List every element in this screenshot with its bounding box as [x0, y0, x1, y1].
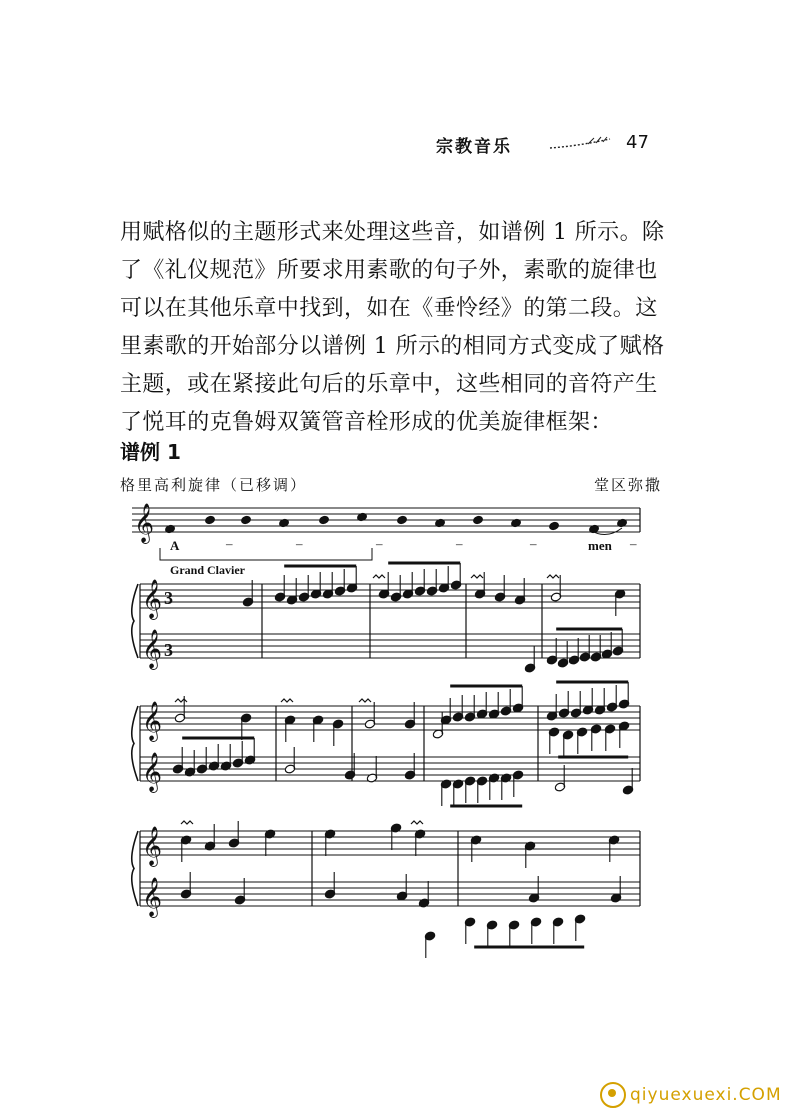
mordent-icon	[175, 699, 187, 702]
mordent-icon	[373, 575, 385, 578]
mordent-icon	[281, 699, 293, 702]
page-number: 47	[626, 132, 649, 153]
treble-clef-icon: 𝄞	[142, 877, 163, 917]
treble-clef-icons	[134, 503, 162, 918]
brace-icon	[132, 831, 138, 906]
lyric-syllable: –	[226, 536, 233, 551]
mordent-icon	[411, 821, 423, 824]
watermark-logo-icon	[600, 1082, 626, 1108]
chant-note	[205, 515, 216, 525]
lyric-syllable: men	[588, 538, 612, 553]
mordent-icon	[181, 821, 193, 824]
paragraph-line: 了悦耳的克鲁姆双簧管音栓形成的优美旋律框架：	[120, 410, 613, 435]
composer-name: 堂区弥撒	[594, 476, 663, 494]
treble-clef-icon: 𝄞	[134, 503, 155, 543]
chant-note	[319, 515, 330, 525]
treble-clef-icon: 𝄞	[142, 752, 163, 792]
paragraph-line: 了《礼仪规范》所要求用素歌的句子外，素歌的旋律也	[120, 258, 658, 283]
treble-clef-icon: 𝄞	[142, 826, 163, 866]
lyric-syllable: –	[296, 536, 303, 551]
notes	[165, 512, 634, 958]
paragraph-line: 可以在其他乐章中找到，如在《垂怜经》的第二段。这	[120, 296, 658, 321]
treble-clef-icon: 𝄞	[142, 701, 163, 741]
example-label: 谱例 1	[120, 440, 181, 464]
paragraph-line: 用赋格似的主题形式来处理这些音，如谱例 1 所示。除	[120, 220, 665, 245]
time-signature: 3	[164, 640, 173, 660]
paragraph-line: 里素歌的开始部分以谱例 1 所示的相同方式变成了赋格	[120, 334, 665, 359]
registration-label: Grand Clavier	[170, 563, 245, 577]
chant-note	[241, 515, 252, 525]
chant-note	[397, 515, 408, 525]
chant-note	[473, 515, 484, 525]
mordent-icon	[471, 575, 483, 578]
system-braces	[132, 584, 138, 906]
watermark-text: qiyuexuexi.COM	[630, 1085, 782, 1105]
lyric-syllable: –	[630, 536, 637, 551]
brace-icon	[132, 584, 138, 658]
chant-note	[549, 521, 560, 531]
treble-clef-icon: 𝄞	[142, 629, 163, 669]
tune-name: 格里高利旋律（已移调）	[120, 476, 308, 494]
paragraph-line: 主题，或在紧接此句后的乐章中，这些相同的音符产生	[120, 372, 658, 397]
mordent-icon	[359, 699, 371, 702]
lyric-syllable: –	[530, 536, 537, 551]
treble-clef-icon: 𝄞	[142, 579, 163, 619]
watermark	[600, 1082, 782, 1108]
running-head-title: 宗教音乐	[436, 137, 512, 157]
brace-icon	[132, 706, 138, 781]
lyric-syllable: A	[170, 538, 180, 553]
time-signature: 3	[164, 588, 173, 608]
chant-lyrics	[170, 536, 637, 553]
lyric-syllable: –	[376, 536, 383, 551]
lyric-syllable: –	[456, 536, 463, 551]
mordent-icon	[547, 575, 559, 578]
